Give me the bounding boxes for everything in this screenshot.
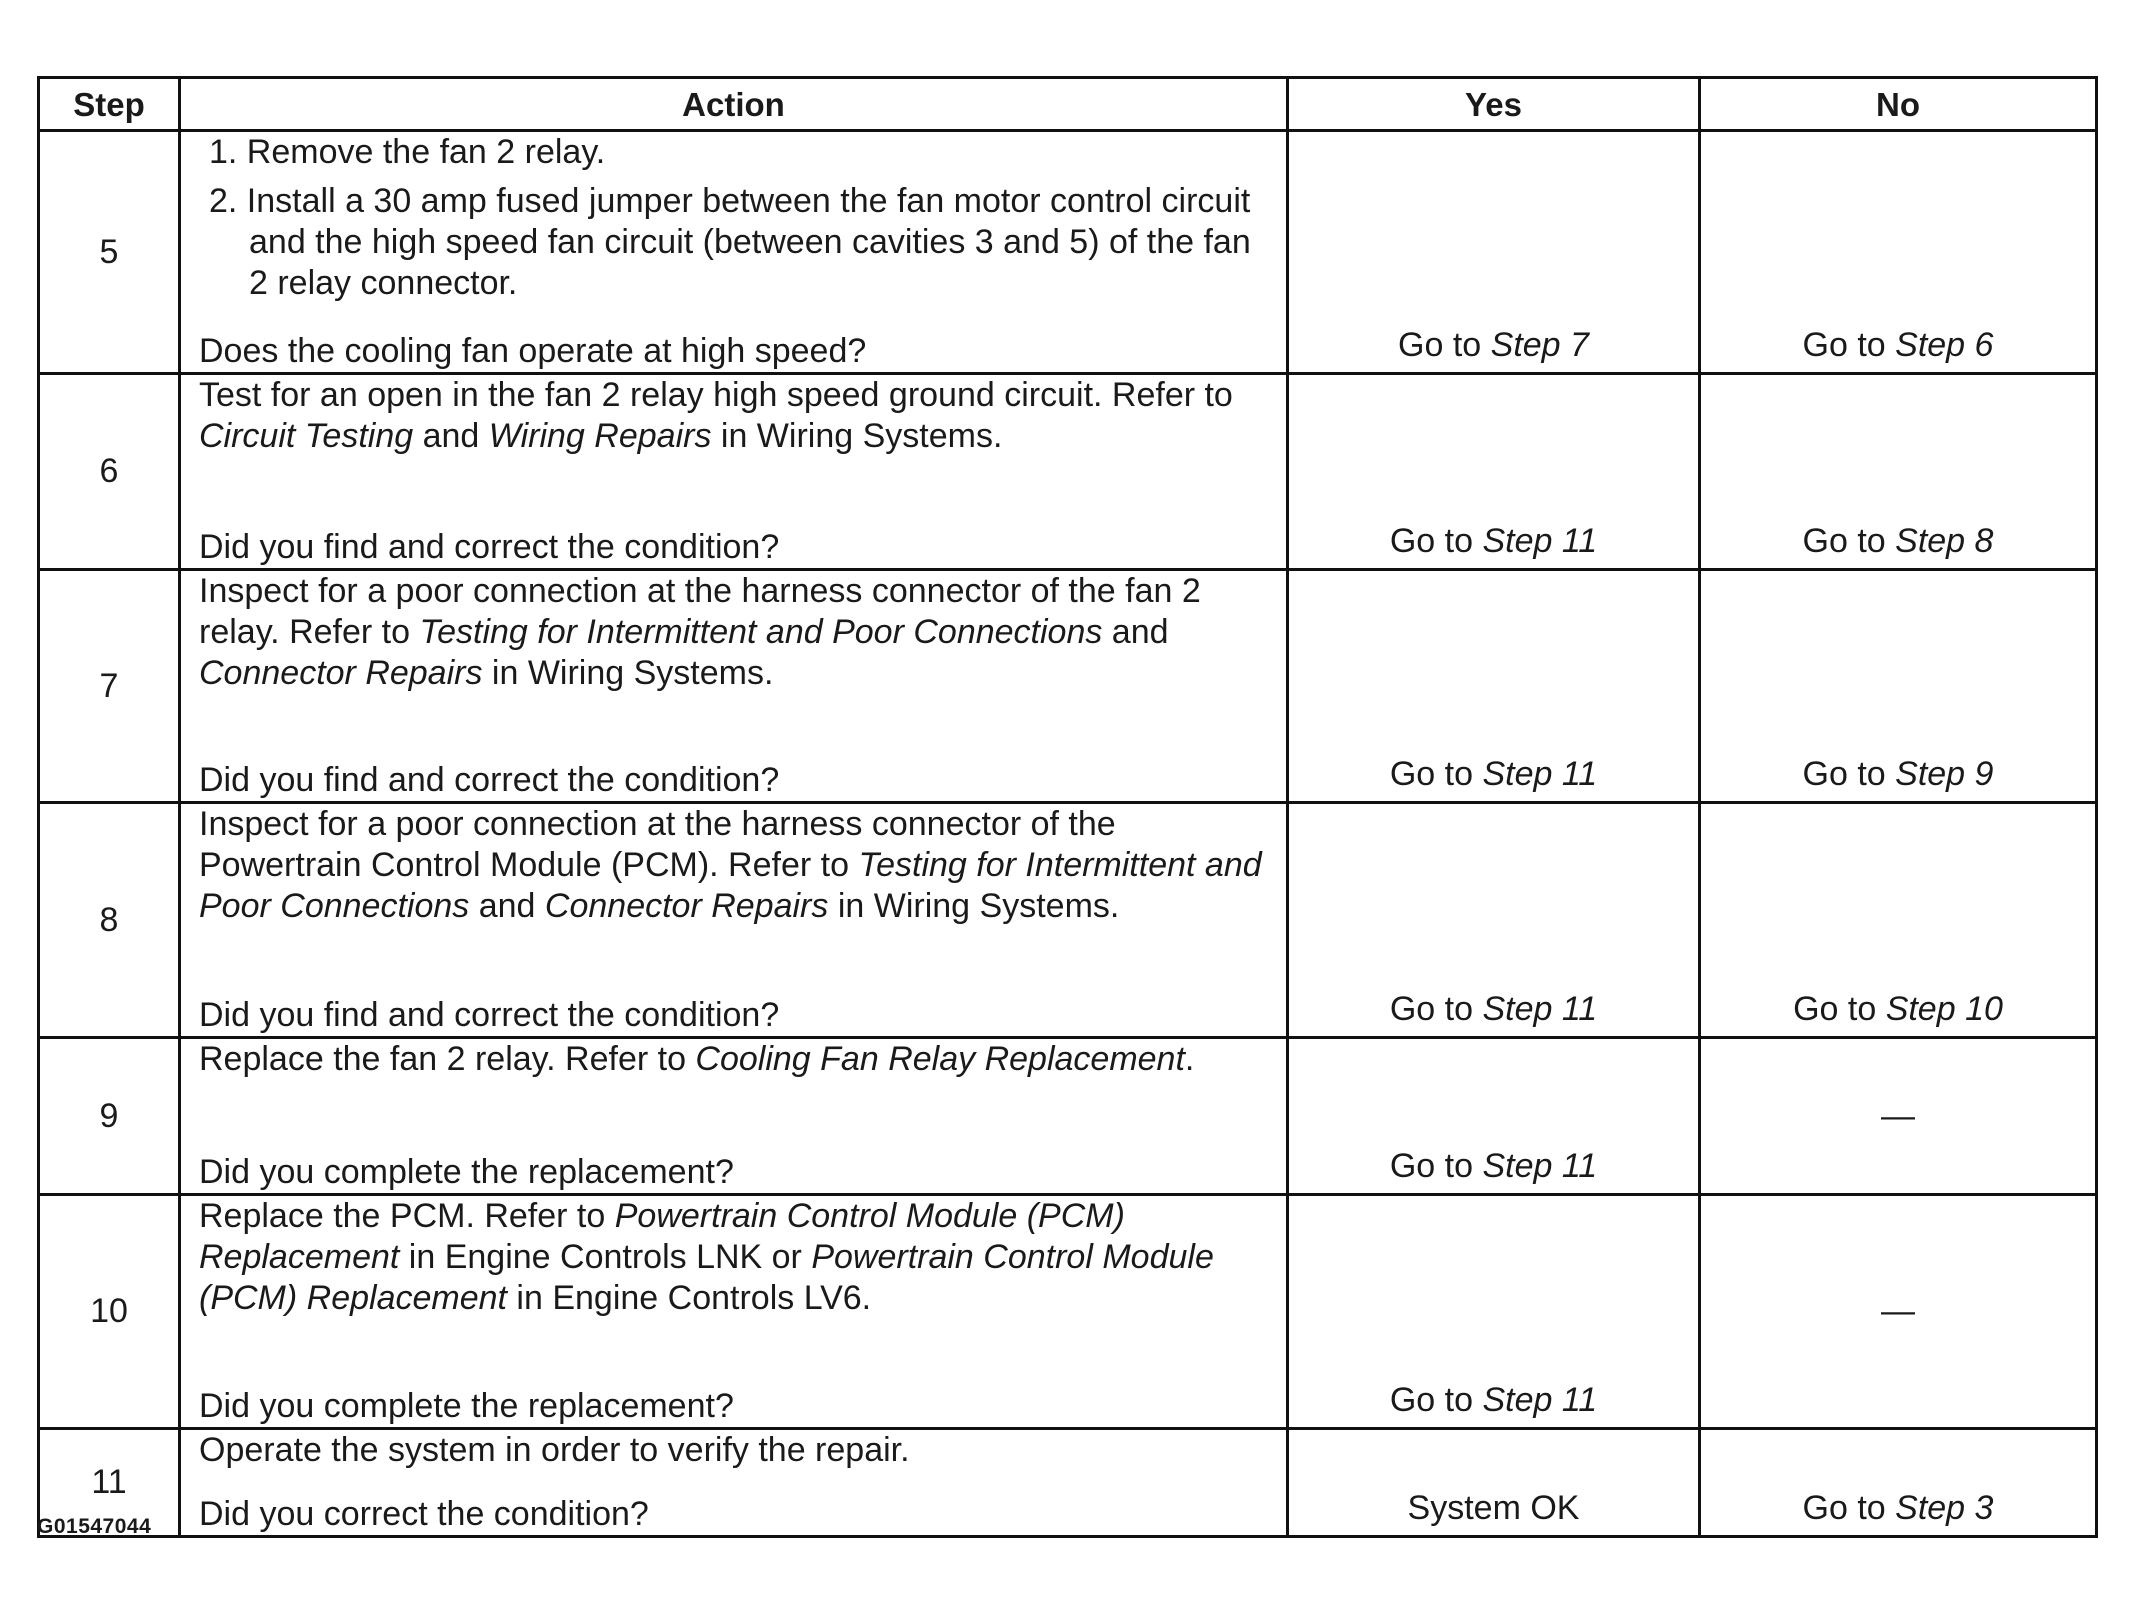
yes-text: Go to (1389, 1147, 1483, 1185)
reference-link[interactable]: Testing for Intermittent and Poor Connections (199, 846, 1262, 925)
no-cell (1700, 570, 2097, 803)
action-question: Did you correct the condition? (199, 1495, 649, 1533)
step-number: 11 (39, 1429, 180, 1537)
yes-text: Go to (1389, 990, 1483, 1028)
no-step-link[interactable]: Step 6 (1895, 326, 1994, 364)
no-cell (1700, 374, 2097, 570)
action-text-segment: Replace the fan 2 relay. Refer to (199, 1040, 696, 1078)
no-cell (1700, 1429, 2097, 1537)
reference-link[interactable]: Wiring Repairs (488, 417, 712, 455)
no-cell (1700, 1195, 2097, 1429)
reference-link[interactable]: Connector Repairs (544, 887, 829, 925)
yes-step-link[interactable]: Step 11 (1482, 522, 1598, 560)
action-text-segment: Operate the system in order to verify the repair. (199, 1431, 910, 1469)
action-text (199, 375, 1276, 457)
diagnostic-table (37, 76, 2098, 1538)
no-cell (1700, 1038, 2097, 1195)
no-step-link[interactable]: Step 10 (1885, 990, 2003, 1028)
action-cell (180, 570, 1288, 803)
yes-step-link[interactable]: Step 11 (1482, 1147, 1598, 1185)
reference-link[interactable]: Cooling Fan Relay Replacement (695, 1040, 1185, 1078)
action-cell (180, 1195, 1288, 1429)
action-question: Did you find and correct the condition? (199, 528, 780, 566)
yes-text: Go to (1389, 522, 1483, 560)
yes-cell (1288, 803, 1700, 1038)
yes-text: Go to (1398, 326, 1491, 364)
no-text: Go to (1802, 1489, 1896, 1527)
no-dash: — (1881, 1292, 1915, 1330)
action-text (199, 1430, 1276, 1471)
action-cell (180, 803, 1288, 1038)
action-text-segment: and (413, 417, 489, 455)
table-row (39, 1038, 2097, 1195)
yes-text: System OK (1407, 1489, 1580, 1527)
header-step: Step (39, 78, 180, 131)
reference-link[interactable]: Powertrain Control Module (PCM) Replacement (199, 1238, 1214, 1317)
yes-step-link[interactable]: Step 11 (1482, 990, 1598, 1028)
no-step-link[interactable]: Step 8 (1895, 522, 1994, 560)
action-text-segment: and (1102, 613, 1169, 651)
yes-step-link[interactable]: Step 7 (1490, 326, 1589, 364)
action-list-item: 2. Install a 30 amp fused jumper between the fan motor control circuit and the high speed fan circuit (between cavities 3 and 5) of the fan 2 relay connector. (209, 182, 1251, 302)
no-step-link[interactable]: Step 9 (1895, 755, 1994, 793)
step-number: 6 (39, 374, 180, 570)
header-row (39, 78, 2097, 131)
action-text (199, 1039, 1276, 1080)
action-text (199, 804, 1276, 927)
table-row (39, 1429, 2097, 1537)
action-cell (180, 1429, 1288, 1537)
table-row (39, 131, 2097, 374)
yes-text: Go to (1389, 1381, 1483, 1419)
reference-link[interactable]: Circuit Testing (199, 417, 414, 455)
action-question: Does the cooling fan operate at high speed? (199, 332, 867, 370)
no-cell (1700, 803, 2097, 1038)
table-row (39, 374, 2097, 570)
action-text-segment: . (1184, 1040, 1195, 1078)
action-text-segment: Inspect for a poor connection at the harness connector of the fan 2 relay. Refer to (199, 572, 1201, 651)
figure-id: G01547044 (37, 1515, 152, 1538)
step-number: 10 (39, 1195, 180, 1429)
no-text: Go to (1802, 522, 1896, 560)
action-text (199, 1196, 1276, 1319)
no-cell (1700, 131, 2097, 374)
action-question: Did you complete the replacement? (199, 1387, 734, 1425)
action-question: Did you complete the replacement? (199, 1153, 734, 1191)
step-number: 7 (39, 570, 180, 803)
action-text (199, 571, 1276, 694)
action-text-segment: Test for an open in the fan 2 relay high speed ground circuit. Refer to (199, 376, 1233, 414)
step-number: 8 (39, 803, 180, 1038)
action-list-item: 1. Remove the fan 2 relay. (209, 133, 606, 171)
header-no: No (1700, 78, 2097, 131)
reference-link[interactable]: Testing for Intermittent and Poor Connections (419, 613, 1103, 651)
yes-cell (1288, 131, 1700, 374)
action-text-segment: Replace the PCM. Refer to (199, 1197, 615, 1235)
yes-cell (1288, 570, 1700, 803)
header-yes: Yes (1288, 78, 1700, 131)
action-cell (180, 1038, 1288, 1195)
action-text-segment: in Engine Controls LNK or (399, 1238, 812, 1276)
action-text-segment: in Wiring Systems. (828, 887, 1120, 925)
yes-step-link[interactable]: Step 11 (1482, 755, 1598, 793)
reference-link[interactable]: Connector Repairs (199, 654, 483, 692)
no-step-link[interactable]: Step 3 (1895, 1489, 1994, 1527)
action-cell (180, 374, 1288, 570)
header-action: Action (180, 78, 1288, 131)
no-text: Go to (1793, 990, 1886, 1028)
action-question: Did you find and correct the condition? (199, 996, 780, 1034)
yes-cell (1288, 374, 1700, 570)
table-row (39, 1195, 2097, 1429)
yes-cell (1288, 1429, 1700, 1537)
step-number: 9 (39, 1038, 180, 1195)
reference-link[interactable]: Powertrain Control Module (PCM) Replacement (199, 1197, 1125, 1276)
table-row (39, 803, 2097, 1038)
step-number: 5 (39, 131, 180, 374)
action-cell (180, 131, 1288, 374)
yes-cell (1288, 1195, 1700, 1429)
yes-step-link[interactable]: Step 11 (1482, 1381, 1598, 1419)
no-text: Go to (1802, 326, 1896, 364)
action-text-segment: in Engine Controls LV6. (506, 1279, 872, 1317)
action-text-segment: Inspect for a poor connection at the harness connector of the Powertrain Control Module (PCM). Refer to (199, 805, 1116, 884)
action-text-segment: in Wiring Systems. (482, 654, 774, 692)
table-row (39, 570, 2097, 803)
yes-cell (1288, 1038, 1700, 1195)
action-text-segment: in Wiring Systems. (711, 417, 1003, 455)
action-question: Did you find and correct the condition? (199, 761, 780, 799)
no-dash: — (1881, 1096, 1915, 1135)
no-text: Go to (1802, 755, 1896, 793)
yes-text: Go to (1389, 755, 1483, 793)
action-text-segment: and (469, 887, 545, 925)
